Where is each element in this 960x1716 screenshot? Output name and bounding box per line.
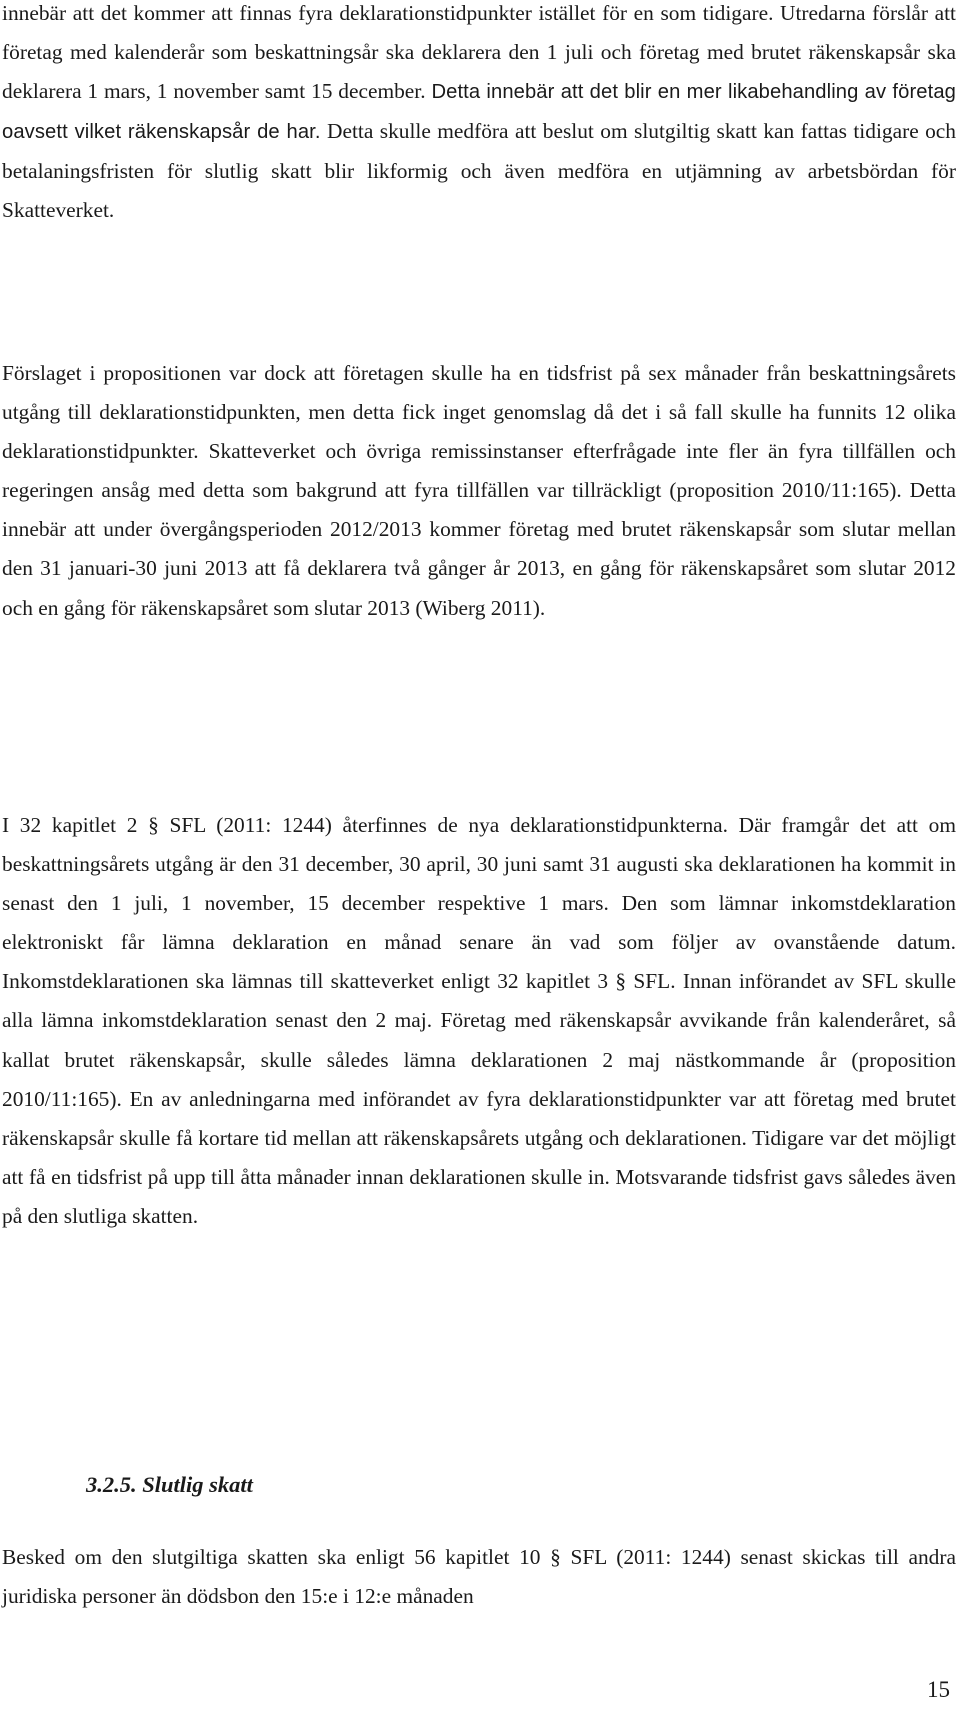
paragraph-sans-segment: Detta innebär att det blir en mer likabehandling av företag oavsett vilket räkenskapsår de har.	[2, 81, 956, 144]
paragraph-propositionen: Förslaget i propositionen var dock att företagen skulle ha en tidsfrist på sex månader från beskattningsårets utgång till deklarationstidpunkten, men detta fick inget genomslag då det i så fall skulle ha funnits 12 olika deklarationstidpunkter. Skatteverket och övriga remissinstanser efterfrågade inte fler än fyra tillfällen och regeringen ansåg med detta som bakgrund att fyra tillfällen var tillräckligt (proposition 2010/11:165). Detta innebär att under övergångsperioden 2012/2013 kommer företag med brutet räkenskapsår som slutar mellan den 31 januari-30 juni 2013 att få deklarera två gånger år 2013, en gång för räkenskapsåret som slutar 2012 och en gång för räkenskapsåret som slutar 2013 (Wiberg 2011).	[2, 361, 956, 620]
page-number: 15	[927, 1677, 950, 1702]
paragraph-deklarationstidpunkter	[2, 0, 956, 231]
paragraph-rest-text: Detta skulle medföra att beslut om slutgiltig skatt kan fattas tidigare och betalaningsfristen för slutlig skatt blir likformig och även medföra en utjämning av arbetsbördan för Skatteverket.	[2, 119, 956, 223]
paragraph-slutlig-skatt: Besked om den slutgiltiga skatten ska enligt 56 kapitlet 10 § SFL (2011: 1244) senast skickas till andra juridiska personer än dödsbon den 15:e i 12:e månaden	[2, 1545, 956, 1609]
paragraph-sfl-32-kapitlet: I 32 kapitlet 2 § SFL (2011: 1244) återfinnes de nya deklarationstidpunkterna. Där framgår det att om beskattningsårets utgång är den 31 december, 30 april, 30 juni samt 31 augusti ska deklarationen ha kommit in senast den 1 juli, 1 november, 15 december respektive 1 mars. Den som lämnar inkomstdeklaration elektroniskt får lämna deklaration en månad senare än vad som följer av ovanstående datum. Inkomstdeklarationen ska lämnas till skatteverket enligt 32 kapitlet 3 § SFL. Innan införandet av SFL skulle alla lämna inkomstdeklaration senast den 2 maj. Företag med räkenskapsår avvikande från kalenderåret, så kallat brutet räkenskapsår, skulle således lämna deklarationen 2 maj nästkommande år (proposition 2010/11:165). En av anledningarna med införandet av fyra deklarationstidpunkter var att företag med brutet räkenskapsår skulle få kortare tid mellan att räkenskapsårets utgång och deklarationen. Tidigare var det möjligt att få en tidsfrist på upp till åtta månader innan deklarationen skulle in. Motsvarande tidsfrist gavs således även på den slutliga skatten.	[2, 813, 956, 1228]
section-heading: 3.2.5. Slutlig skatt	[86, 1472, 253, 1497]
paragraph-lead-text: innebär att det kommer att finnas fyra deklarationstidpunkter istället för en som tidigare. Utredarna förslår att företag med kalenderår som beskattningsår ska deklarera den 1 juli och företag med brutet räkenskapsår ska deklarera 1 mars, 1 november samt 15 december.	[2, 1, 956, 104]
